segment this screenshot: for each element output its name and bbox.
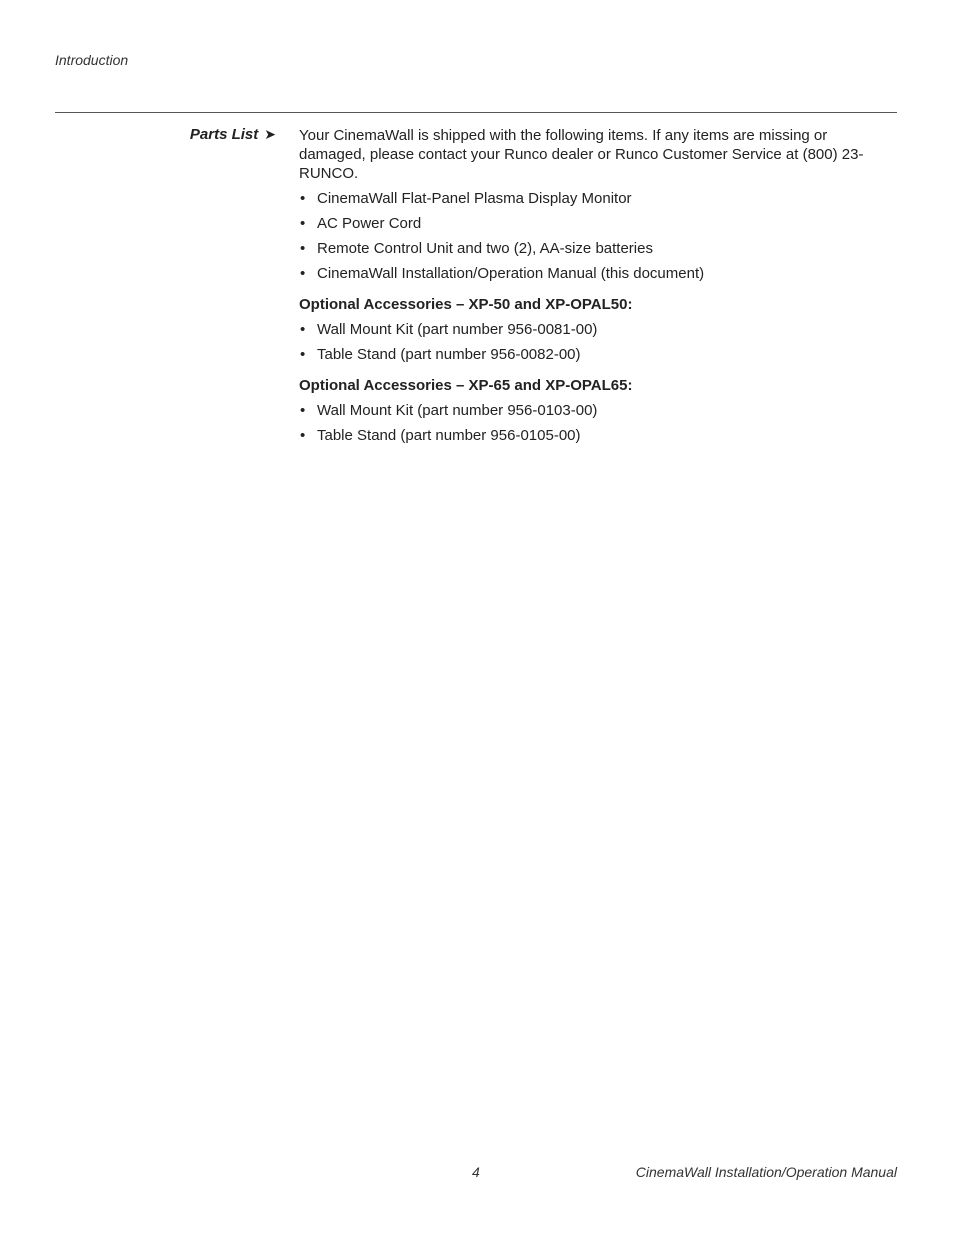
accessories-65-heading: Optional Accessories – XP-65 and XP-OPAL65: [299,377,633,394]
parts-list-intro: Your CinemaWall is shipped with the following items. If any items are missing or damaged, please contact your Runco dealer or Runco Customer Service at (800) 23-RUNCO. [299,127,864,182]
list-item [299,345,897,364]
list-item-text: CinemaWall Installation/Operation Manual (this document) [317,265,705,282]
footer-title: CinemaWall Installation/Operation Manual [635,1164,897,1180]
list-item-text: Remote Control Unit and two (2), AA-size batteries [317,240,653,257]
list-item-text: Wall Mount Kit (part number 956-0103-00) [317,402,598,419]
list-item [299,401,897,420]
bullet-icon: • [300,240,306,257]
list-item-text: Wall Mount Kit (part number 956-0081-00) [317,321,598,338]
parts-list-heading-text: Parts List [189,126,259,143]
bullet-icon: • [300,402,306,419]
main-content [299,126,897,451]
bullet-icon: • [300,427,306,444]
list-item-text: CinemaWall Flat-Panel Plasma Display Monitor [317,190,632,207]
accessories-50-heading: Optional Accessories – XP-50 and XP-OPAL50: [299,296,633,313]
bullet-icon: • [300,265,306,282]
bullet-icon: • [300,346,306,363]
accessories-65-list [299,401,897,445]
list-item-text: Table Stand (part number 956-0105-00) [317,427,581,444]
arrow-right-icon: ➤ [264,126,276,142]
bullet-icon: • [300,321,306,338]
bullet-icon: • [300,190,306,207]
header-rule [55,112,897,113]
list-item [299,239,897,258]
running-header: Introduction [55,52,129,68]
list-item [299,320,897,339]
list-item [299,214,897,233]
accessories-50-list [299,320,897,364]
bullet-icon: • [300,215,306,232]
page-number: 4 [472,1164,480,1180]
list-item-text: AC Power Cord [317,215,422,232]
list-item-text: Table Stand (part number 956-0082-00) [317,346,581,363]
list-item [299,264,897,283]
list-item [299,426,897,445]
parts-list-heading [100,126,276,143]
parts-list [299,189,897,283]
list-item [299,189,897,208]
